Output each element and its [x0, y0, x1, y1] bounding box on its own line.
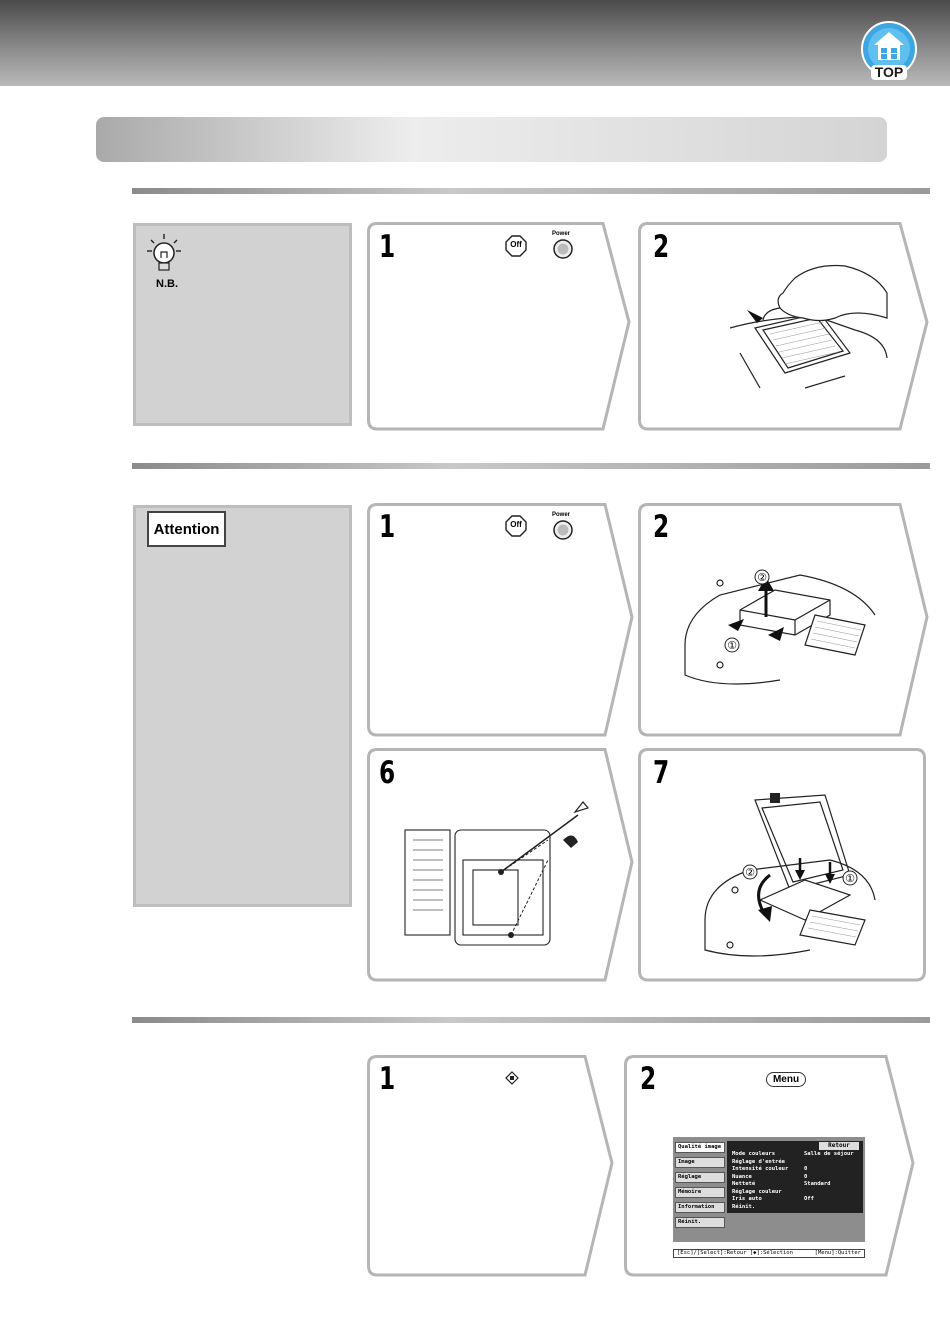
menu-row-name: Iris auto	[732, 1196, 762, 1202]
menu-row-value: Standard	[804, 1181, 831, 1187]
return-button: Retour	[819, 1142, 859, 1150]
menu-tab-list	[675, 1142, 725, 1232]
step-number: 6	[379, 755, 396, 791]
page-header	[0, 0, 950, 86]
footer-left: [Esc]/[Select]:Retour [◆]:Sélection	[677, 1250, 793, 1256]
section-divider	[132, 188, 930, 194]
step-number: 2	[640, 1061, 657, 1097]
nb-label: N.B.	[156, 278, 178, 290]
menu-content	[727, 1141, 863, 1213]
off-button	[505, 515, 527, 537]
menu-row-value: Salle de séjour	[804, 1151, 854, 1157]
menu-tab: Mémoire	[675, 1187, 725, 1198]
menu-row-value: 0	[804, 1173, 808, 1180]
attention-label: Attention	[147, 511, 226, 547]
section-title-bar	[96, 117, 887, 162]
menu-tab: Information	[675, 1202, 725, 1213]
menu-tab: Réinit.	[675, 1217, 725, 1228]
lightbulb-icon	[144, 232, 184, 274]
menu-row-name: Intensité couleur	[732, 1166, 789, 1172]
menu-row	[732, 1204, 860, 1212]
off-button	[505, 235, 527, 257]
menu-row-name: Netteté	[732, 1181, 756, 1187]
step-number: 2	[653, 509, 670, 545]
off-label: Off	[510, 240, 522, 249]
menu-row-name: Réinit.	[732, 1203, 756, 1210]
menu-tab: Réglage	[675, 1172, 725, 1183]
marker-2: ②	[745, 866, 755, 879]
source-button-icon	[505, 1071, 519, 1085]
step-number: 2	[653, 229, 670, 265]
menu-row-name: Nuance	[732, 1173, 752, 1180]
footer-right: [Menu]:Quitter	[814, 1250, 861, 1256]
lamp-screws-illustration	[403, 800, 593, 950]
step-panel	[367, 222, 632, 432]
air-filter-removal-illustration	[725, 258, 890, 398]
power-button	[552, 519, 574, 541]
lamp-cover-removal-illustration	[680, 555, 880, 695]
step-number: 1	[379, 1061, 396, 1097]
menu-row	[732, 1159, 860, 1167]
off-label: Off	[510, 520, 522, 529]
step-number: 1	[379, 229, 396, 265]
marker-2: ②	[757, 571, 767, 584]
menu-row	[732, 1196, 860, 1204]
section-divider	[132, 463, 930, 469]
step-number: 1	[379, 509, 396, 545]
top-home-button[interactable]	[857, 20, 921, 84]
power-button	[552, 238, 574, 260]
menu-row	[732, 1181, 860, 1189]
menu-row	[732, 1174, 860, 1182]
menu-row-name: Réglage couleur	[732, 1188, 782, 1195]
menu-row	[732, 1189, 860, 1197]
menu-row-value: 0	[804, 1166, 808, 1172]
menu-row-name: Réglage d'entrée	[732, 1158, 785, 1165]
menu-tab: Image	[675, 1157, 725, 1168]
menu-key: Menu	[766, 1072, 806, 1087]
power-label: Power	[552, 231, 571, 237]
attention-panel	[133, 505, 352, 907]
marker-1: ①	[845, 872, 855, 885]
menu-tab: Qualité image	[675, 1142, 725, 1153]
marker-1: ①	[727, 639, 737, 652]
step-panel	[367, 503, 635, 738]
section-divider	[132, 1017, 930, 1023]
menu-screen-illustration	[673, 1137, 865, 1259]
top-label: TOP	[874, 64, 904, 80]
nb-panel	[133, 223, 352, 426]
menu-row	[732, 1151, 860, 1159]
power-label: Power	[552, 512, 571, 518]
menu-row	[732, 1166, 860, 1174]
lamp-cover-attach-illustration	[700, 790, 880, 965]
menu-row-value: Off	[804, 1196, 814, 1202]
step-panel	[367, 1055, 615, 1278]
menu-footer	[673, 1249, 865, 1258]
menu-row-name: Mode couleurs	[732, 1151, 776, 1157]
step-number: 7	[653, 755, 670, 791]
